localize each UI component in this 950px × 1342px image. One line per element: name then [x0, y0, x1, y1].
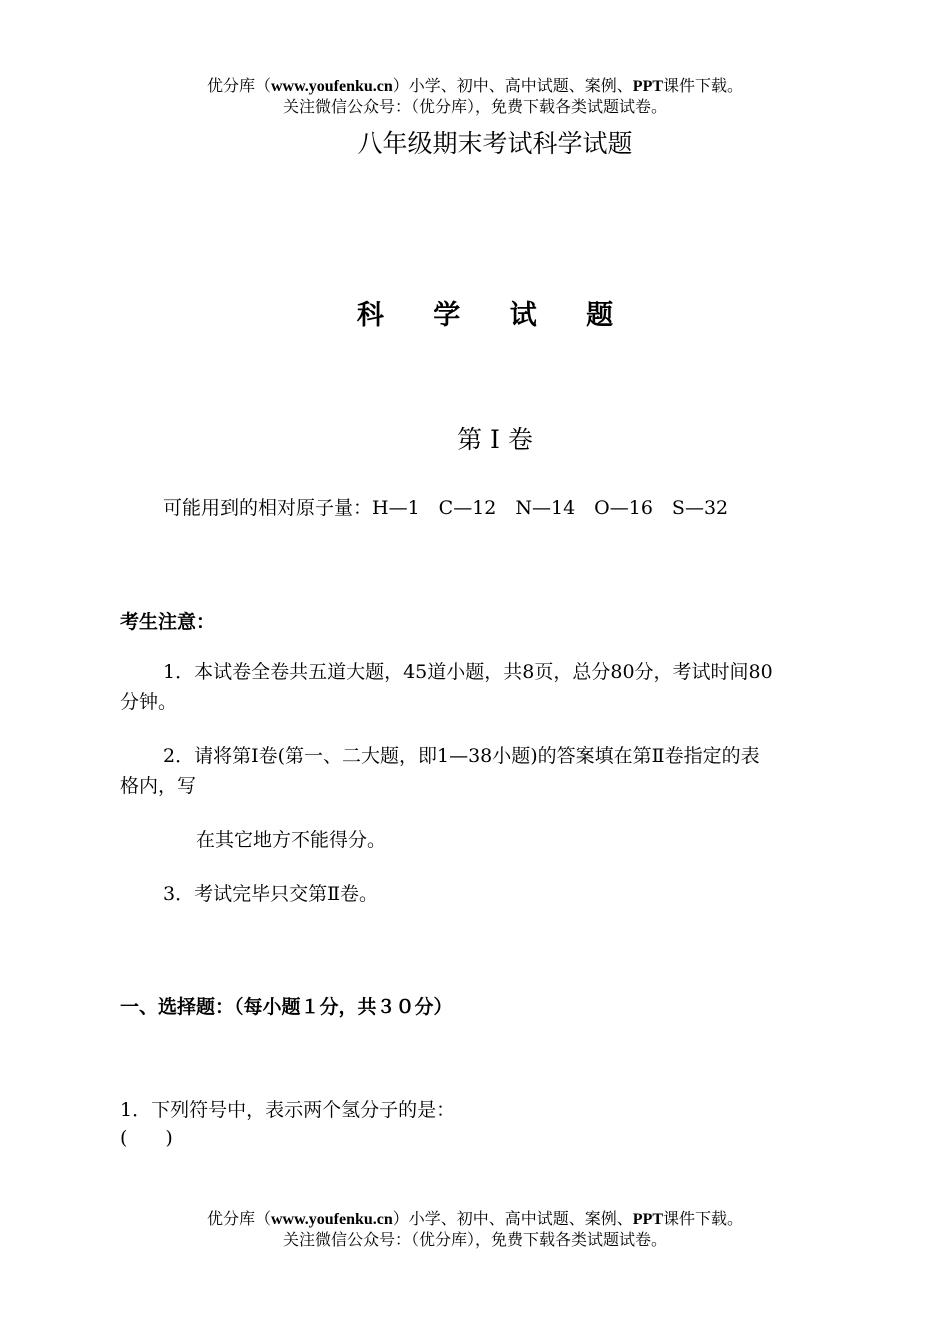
notice-item-1-cont: 分钟。: [120, 691, 178, 713]
notice-heading: 考生注意：: [120, 611, 216, 633]
doc-title: 八年级期末考试科学试题: [357, 129, 633, 158]
question-1-answer-blank: ( ): [120, 1127, 173, 1149]
header-site: www.youfenku.cn: [270, 78, 393, 95]
notice-item-1: 1．本试卷全卷共五道大题，45道小题，共8页，总分80分，考试时间80: [163, 661, 773, 683]
atomic-mass-line: 可能用到的相对原子量：H—1 C—12 N—14 O—16 S—32: [163, 497, 729, 519]
notice-item-2-cont2: 在其它地方不能得分。: [196, 829, 387, 851]
notice-item-2: 2．请将第Ⅰ卷(第一、二大题，即1—38小题)的答案填在第Ⅱ卷指定的表: [163, 745, 760, 767]
volume-title: 第 I 卷: [457, 425, 533, 454]
notice-item-3: 3．考试完毕只交第Ⅱ卷。: [163, 883, 379, 905]
header-text: ）小学、初中、高中试题、案例、: [392, 76, 633, 95]
question-1: 1．下列符号中，表示两个氢分子的是：: [120, 1099, 456, 1121]
header-line-1: [0, 76, 950, 97]
footer-site: www.youfenku.cn: [270, 1211, 393, 1228]
section-1-heading: 一、选择题：（每小题１分，共３０分）: [120, 996, 453, 1018]
subject-title: 科 学 试 题: [356, 300, 634, 331]
header-line-2: 关注微信公众号：（优分库），免费下载各类试题试卷。: [282, 97, 667, 116]
footer-line-1: [0, 1209, 950, 1230]
header-ppt: PPT: [632, 78, 664, 95]
footer-text: ）小学、初中、高中试题、案例、: [392, 1209, 633, 1228]
header-text: 优分库（: [206, 76, 271, 95]
footer-ppt: PPT: [632, 1211, 664, 1228]
footer-text: 优分库（: [206, 1209, 271, 1228]
notice-item-2-cont: 格内，写: [120, 775, 197, 797]
footer-text: 课件下载。: [663, 1209, 744, 1228]
header-text: 课件下载。: [663, 76, 744, 95]
footer-line-2: 关注微信公众号：（优分库），免费下载各类试题试卷。: [282, 1230, 667, 1249]
